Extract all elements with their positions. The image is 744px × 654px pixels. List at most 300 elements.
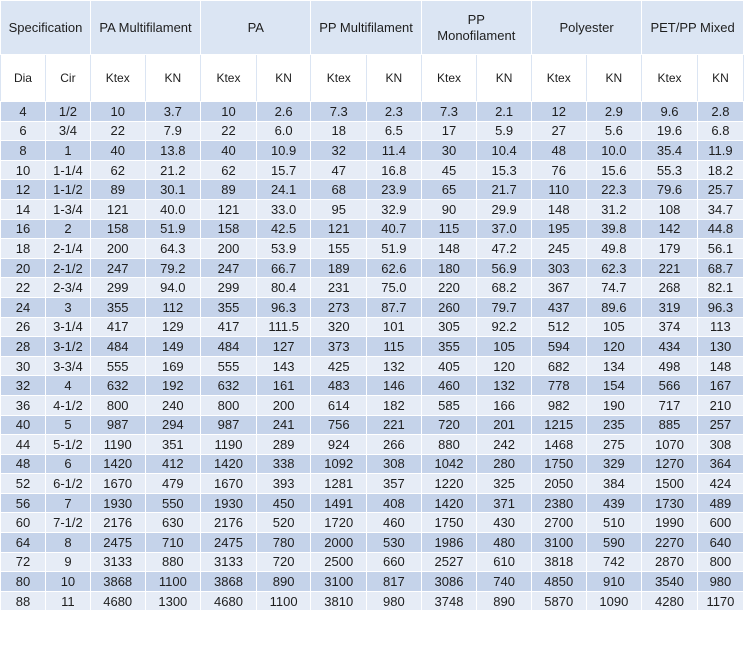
- table-cell: 37.0: [477, 219, 532, 239]
- table-cell: 3810: [311, 591, 367, 611]
- table-cell: 121: [311, 219, 367, 239]
- table-cell: 148: [697, 356, 743, 376]
- table-cell: 247: [201, 258, 257, 278]
- table-cell: 351: [145, 435, 201, 455]
- table-cell: 121: [201, 199, 257, 219]
- table-cell: 10: [1, 160, 46, 180]
- material-header: Polyester: [531, 1, 641, 55]
- table-cell: 800: [201, 395, 257, 415]
- table-cell: 200: [201, 239, 257, 259]
- table-cell: 40.0: [145, 199, 201, 219]
- table-cell: 19.6: [642, 121, 698, 141]
- table-cell: 1215: [531, 415, 586, 435]
- table-cell: 434: [642, 337, 698, 357]
- table-cell: 4: [1, 102, 46, 122]
- material-header-label: PP Monofilament: [437, 11, 516, 43]
- table-cell: 68: [311, 180, 367, 200]
- table-cell: 79.6: [642, 180, 698, 200]
- table-cell: 6: [45, 454, 90, 474]
- cir-header: Cir: [45, 55, 90, 102]
- table-cell: 66.7: [256, 258, 311, 278]
- table-cell: 1100: [145, 572, 201, 592]
- table-cell: 1986: [421, 533, 477, 553]
- table-cell: 39.8: [586, 219, 642, 239]
- table-cell: 242: [477, 435, 532, 455]
- table-cell: 338: [256, 454, 311, 474]
- table-cell: 80.4: [256, 278, 311, 298]
- table-row: [1, 160, 744, 180]
- table-cell: 1092: [311, 454, 367, 474]
- table-cell: 105: [586, 317, 642, 337]
- table-cell: 303: [531, 258, 586, 278]
- table-cell: 1281: [311, 474, 367, 494]
- table-cell: 1990: [642, 513, 698, 533]
- table-cell: 3868: [90, 572, 145, 592]
- table-cell: 720: [256, 552, 311, 572]
- table-row: [1, 102, 744, 122]
- table-cell: 76: [531, 160, 586, 180]
- table-cell: 108: [642, 199, 698, 219]
- table-cell: 1930: [90, 493, 145, 513]
- table-cell: 1420: [201, 454, 257, 474]
- table-cell: 2050: [531, 474, 586, 494]
- table-cell: 4680: [201, 591, 257, 611]
- table-cell: 200: [256, 395, 311, 415]
- table-cell: 158: [201, 219, 257, 239]
- table-cell: 62: [201, 160, 257, 180]
- table-cell: 530: [367, 533, 422, 553]
- table-cell: 1420: [90, 454, 145, 474]
- table-cell: 450: [256, 493, 311, 513]
- table-cell: 44: [1, 435, 46, 455]
- table-cell: 555: [90, 356, 145, 376]
- table-cell: 62: [90, 160, 145, 180]
- table-cell: 1-1/2: [45, 180, 90, 200]
- table-cell: 710: [145, 533, 201, 553]
- table-row: [1, 317, 744, 337]
- table-cell: 47.2: [477, 239, 532, 259]
- table-cell: 15.6: [586, 160, 642, 180]
- table-cell: 36: [1, 395, 46, 415]
- table-cell: 393: [256, 474, 311, 494]
- table-cell: 289: [256, 435, 311, 455]
- table-cell: 34.7: [697, 199, 743, 219]
- table-cell: 460: [367, 513, 422, 533]
- table-cell: 146: [367, 376, 422, 396]
- material-header: PET/PP Mixed: [642, 1, 744, 55]
- table-cell: 2176: [201, 513, 257, 533]
- table-cell: 48: [531, 141, 586, 161]
- table-cell: 134: [586, 356, 642, 376]
- table-cell: 120: [477, 356, 532, 376]
- kn-header: KN: [586, 55, 642, 102]
- table-cell: 483: [311, 376, 367, 396]
- table-cell: 182: [367, 395, 422, 415]
- table-cell: 169: [145, 356, 201, 376]
- table-cell: 987: [201, 415, 257, 435]
- table-cell: 13.8: [145, 141, 201, 161]
- table-cell: 10.4: [477, 141, 532, 161]
- table-cell: 1-1/4: [45, 160, 90, 180]
- table-cell: 79.2: [145, 258, 201, 278]
- table-cell: 2475: [90, 533, 145, 553]
- table-cell: 4680: [90, 591, 145, 611]
- table-cell: 682: [531, 356, 586, 376]
- table-cell: 6.5: [367, 121, 422, 141]
- table-cell: 40: [201, 141, 257, 161]
- table-cell: 275: [586, 435, 642, 455]
- table-cell: 484: [201, 337, 257, 357]
- table-cell: 1420: [421, 493, 477, 513]
- table-row: [1, 533, 744, 553]
- table-cell: 742: [586, 552, 642, 572]
- table-cell: 148: [531, 199, 586, 219]
- table-cell: 56: [1, 493, 46, 513]
- table-cell: 1730: [642, 493, 698, 513]
- table-cell: 51.9: [145, 219, 201, 239]
- table-cell: 2-1/4: [45, 239, 90, 259]
- table-cell: 3086: [421, 572, 477, 592]
- table-cell: 484: [90, 337, 145, 357]
- table-cell: 96.3: [697, 297, 743, 317]
- table-cell: 1500: [642, 474, 698, 494]
- table-row: [1, 474, 744, 494]
- table-cell: 910: [586, 572, 642, 592]
- table-cell: 717: [642, 395, 698, 415]
- table-cell: 154: [586, 376, 642, 396]
- table-cell: 89: [90, 180, 145, 200]
- table-cell: 2.9: [586, 102, 642, 122]
- table-cell: 800: [90, 395, 145, 415]
- table-cell: 3100: [531, 533, 586, 553]
- table-cell: 1270: [642, 454, 698, 474]
- table-cell: 88: [1, 591, 46, 611]
- table-cell: 987: [90, 415, 145, 435]
- material-header-row: [1, 1, 744, 55]
- table-cell: 89.6: [586, 297, 642, 317]
- table-cell: 1190: [201, 435, 257, 455]
- table-cell: 756: [311, 415, 367, 435]
- table-cell: 980: [367, 591, 422, 611]
- table-cell: 740: [477, 572, 532, 592]
- table-cell: 51.9: [367, 239, 422, 259]
- table-cell: 817: [367, 572, 422, 592]
- table-cell: 2380: [531, 493, 586, 513]
- table-cell: 7: [45, 493, 90, 513]
- table-cell: 2475: [201, 533, 257, 553]
- table-cell: 355: [201, 297, 257, 317]
- table-cell: 11: [45, 591, 90, 611]
- table-cell: 17: [421, 121, 477, 141]
- table-cell: 11.4: [367, 141, 422, 161]
- table-cell: 221: [642, 258, 698, 278]
- kn-header: KN: [145, 55, 201, 102]
- table-cell: 12: [1, 180, 46, 200]
- table-cell: 371: [477, 493, 532, 513]
- table-cell: 11.9: [697, 141, 743, 161]
- table-cell: 614: [311, 395, 367, 415]
- table-cell: 42.5: [256, 219, 311, 239]
- table-cell: 21.7: [477, 180, 532, 200]
- table-cell: 52: [1, 474, 46, 494]
- table-cell: 49.8: [586, 239, 642, 259]
- table-cell: 231: [311, 278, 367, 298]
- table-row: [1, 376, 744, 396]
- table-cell: 1100: [256, 591, 311, 611]
- table-cell: 210: [697, 395, 743, 415]
- table-cell: 112: [145, 297, 201, 317]
- table-row: [1, 258, 744, 278]
- table-cell: 110: [531, 180, 586, 200]
- table-cell: 25.7: [697, 180, 743, 200]
- table-cell: 384: [586, 474, 642, 494]
- table-cell: 6: [1, 121, 46, 141]
- table-cell: 4-1/2: [45, 395, 90, 415]
- table-cell: 3-1/4: [45, 317, 90, 337]
- table-cell: 16.8: [367, 160, 422, 180]
- table-cell: 15.3: [477, 160, 532, 180]
- table-cell: 319: [642, 297, 698, 317]
- table-cell: 512: [531, 317, 586, 337]
- table-cell: 189: [311, 258, 367, 278]
- table-cell: 18: [1, 239, 46, 259]
- specification-header: Specification: [1, 1, 91, 55]
- table-cell: 720: [421, 415, 477, 435]
- table-cell: 64: [1, 533, 46, 553]
- table-cell: 367: [531, 278, 586, 298]
- ktex-header: Ktex: [201, 55, 257, 102]
- table-cell: 22: [90, 121, 145, 141]
- ktex-header: Ktex: [421, 55, 477, 102]
- table-cell: 3.7: [145, 102, 201, 122]
- table-cell: 3133: [90, 552, 145, 572]
- table-cell: 880: [145, 552, 201, 572]
- table-cell: 32: [311, 141, 367, 161]
- table-cell: 425: [311, 356, 367, 376]
- table-row: [1, 356, 744, 376]
- table-cell: 12: [531, 102, 586, 122]
- table-cell: 127: [256, 337, 311, 357]
- table-cell: 75.0: [367, 278, 422, 298]
- table-cell: 7.3: [421, 102, 477, 122]
- table-cell: 60: [1, 513, 46, 533]
- table-cell: 630: [145, 513, 201, 533]
- table-cell: 260: [421, 297, 477, 317]
- table-cell: 221: [367, 415, 422, 435]
- kn-header: KN: [256, 55, 311, 102]
- table-cell: 299: [90, 278, 145, 298]
- table-cell: 424: [697, 474, 743, 494]
- table-cell: 6.8: [697, 121, 743, 141]
- table-cell: 294: [145, 415, 201, 435]
- table-row: [1, 278, 744, 298]
- table-cell: 3-1/2: [45, 337, 90, 357]
- table-cell: 1070: [642, 435, 698, 455]
- table-row: [1, 395, 744, 415]
- table-cell: 87.7: [367, 297, 422, 317]
- table-cell: 2527: [421, 552, 477, 572]
- table-cell: 30: [1, 356, 46, 376]
- table-cell: 632: [201, 376, 257, 396]
- table-cell: 14: [1, 199, 46, 219]
- table-cell: 166: [477, 395, 532, 415]
- table-cell: 257: [697, 415, 743, 435]
- table-cell: 660: [367, 552, 422, 572]
- table-cell: 373: [311, 337, 367, 357]
- table-cell: 20: [1, 258, 46, 278]
- table-row: [1, 141, 744, 161]
- table-cell: 22.3: [586, 180, 642, 200]
- table-cell: 10.9: [256, 141, 311, 161]
- table-row: [1, 337, 744, 357]
- ktex-header: Ktex: [311, 55, 367, 102]
- table-cell: 90: [421, 199, 477, 219]
- table-cell: 235: [586, 415, 642, 435]
- table-cell: 30.1: [145, 180, 201, 200]
- table-cell: 412: [145, 454, 201, 474]
- table-cell: 142: [642, 219, 698, 239]
- table-cell: 79.7: [477, 297, 532, 317]
- table-cell: 30: [421, 141, 477, 161]
- table-cell: 143: [256, 356, 311, 376]
- material-header: PP Multifilament: [311, 1, 421, 55]
- table-cell: 778: [531, 376, 586, 396]
- table-cell: 115: [367, 337, 422, 357]
- table-cell: 10: [45, 572, 90, 592]
- table-row: [1, 513, 744, 533]
- table-cell: 62.6: [367, 258, 422, 278]
- table-cell: 273: [311, 297, 367, 317]
- table-cell: 22: [1, 278, 46, 298]
- table-cell: 5.6: [586, 121, 642, 141]
- table-cell: 1190: [90, 435, 145, 455]
- table-cell: 1930: [201, 493, 257, 513]
- table-cell: 32.9: [367, 199, 422, 219]
- table-cell: 113: [697, 317, 743, 337]
- table-cell: 247: [90, 258, 145, 278]
- table-cell: 1090: [586, 591, 642, 611]
- table-cell: 9: [45, 552, 90, 572]
- table-cell: 1: [45, 141, 90, 161]
- table-cell: 9.6: [642, 102, 698, 122]
- table-cell: 520: [256, 513, 311, 533]
- table-cell: 357: [367, 474, 422, 494]
- ktex-header: Ktex: [531, 55, 586, 102]
- table-cell: 64.3: [145, 239, 201, 259]
- table-cell: 29.9: [477, 199, 532, 219]
- table-cell: 355: [90, 297, 145, 317]
- table-cell: 2.3: [367, 102, 422, 122]
- table-cell: 480: [477, 533, 532, 553]
- table-cell: 21.2: [145, 160, 201, 180]
- table-cell: 3868: [201, 572, 257, 592]
- table-cell: 308: [367, 454, 422, 474]
- table-cell: 68.2: [477, 278, 532, 298]
- table-cell: 32: [1, 376, 46, 396]
- table-cell: 585: [421, 395, 477, 415]
- table-row: [1, 297, 744, 317]
- table-cell: 179: [642, 239, 698, 259]
- table-cell: 2.8: [697, 102, 743, 122]
- table-cell: 80: [1, 572, 46, 592]
- table-cell: 1670: [201, 474, 257, 494]
- table-cell: 28: [1, 337, 46, 357]
- table-cell: 780: [256, 533, 311, 553]
- table-cell: 2-3/4: [45, 278, 90, 298]
- table-cell: 5870: [531, 591, 586, 611]
- table-cell: 3133: [201, 552, 257, 572]
- table-cell: 308: [697, 435, 743, 455]
- table-row: [1, 239, 744, 259]
- table-cell: 31.2: [586, 199, 642, 219]
- table-cell: 600: [697, 513, 743, 533]
- table-cell: 111.5: [256, 317, 311, 337]
- table-cell: 6.0: [256, 121, 311, 141]
- table-cell: 10: [201, 102, 257, 122]
- table-cell: 40: [90, 141, 145, 161]
- table-cell: 68.7: [697, 258, 743, 278]
- table-cell: 632: [90, 376, 145, 396]
- table-cell: 8: [45, 533, 90, 553]
- table-cell: 2: [45, 219, 90, 239]
- table-cell: 56.9: [477, 258, 532, 278]
- table-cell: 74.7: [586, 278, 642, 298]
- table-cell: 121: [90, 199, 145, 219]
- table-cell: 167: [697, 376, 743, 396]
- table-cell: 890: [256, 572, 311, 592]
- ktex-header: Ktex: [642, 55, 698, 102]
- table-cell: 266: [367, 435, 422, 455]
- table-cell: 268: [642, 278, 698, 298]
- table-row: [1, 454, 744, 474]
- table-cell: 245: [531, 239, 586, 259]
- table-cell: 594: [531, 337, 586, 357]
- table-cell: 566: [642, 376, 698, 396]
- table-cell: 180: [421, 258, 477, 278]
- table-cell: 105: [477, 337, 532, 357]
- table-cell: 149: [145, 337, 201, 357]
- table-cell: 417: [201, 317, 257, 337]
- table-cell: 130: [697, 337, 743, 357]
- table-cell: 220: [421, 278, 477, 298]
- table-cell: 7-1/2: [45, 513, 90, 533]
- table-cell: 885: [642, 415, 698, 435]
- table-row: [1, 591, 744, 611]
- table-cell: 305: [421, 317, 477, 337]
- table-cell: 45: [421, 160, 477, 180]
- material-header: PA: [201, 1, 311, 55]
- table-cell: 417: [90, 317, 145, 337]
- kn-header: KN: [697, 55, 743, 102]
- table-cell: 201: [477, 415, 532, 435]
- table-cell: 1220: [421, 474, 477, 494]
- table-cell: 2-1/2: [45, 258, 90, 278]
- table-cell: 240: [145, 395, 201, 415]
- table-cell: 2270: [642, 533, 698, 553]
- table-cell: 1720: [311, 513, 367, 533]
- table-cell: 35.4: [642, 141, 698, 161]
- table-cell: 800: [697, 552, 743, 572]
- table-cell: 72: [1, 552, 46, 572]
- table-cell: 129: [145, 317, 201, 337]
- table-cell: 4280: [642, 591, 698, 611]
- table-cell: 610: [477, 552, 532, 572]
- table-row: [1, 435, 744, 455]
- table-cell: 1/2: [45, 102, 90, 122]
- table-cell: 24.1: [256, 180, 311, 200]
- table-cell: 4: [45, 376, 90, 396]
- table-cell: 2.1: [477, 102, 532, 122]
